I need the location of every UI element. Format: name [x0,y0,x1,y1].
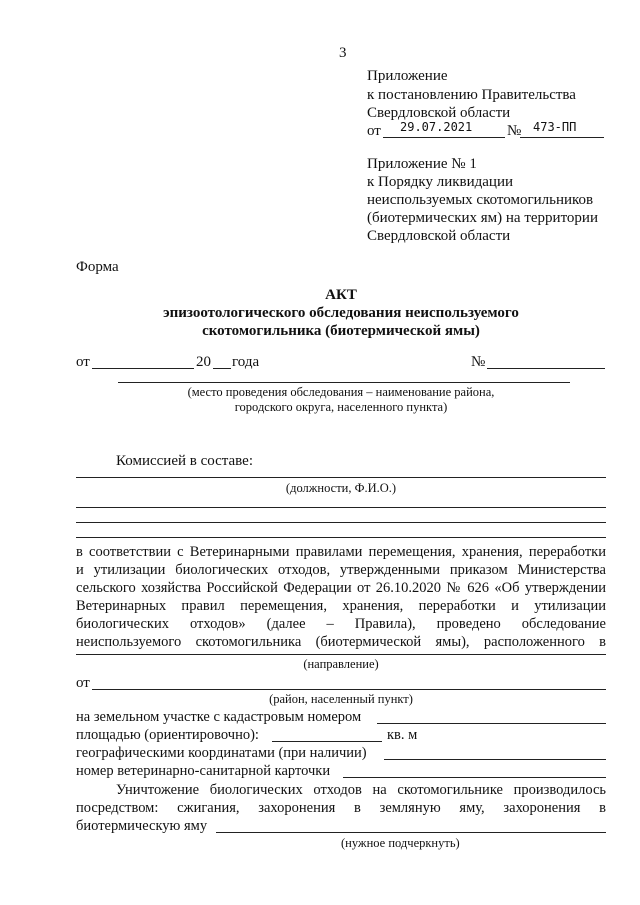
commission-blank-4 [76,537,606,538]
number-sign: № [471,354,486,370]
district-caption: (район, населенный пункт) [269,692,413,706]
underline-caption: (нужное подчеркнуть) [341,836,460,850]
number-underline [520,137,604,138]
year-blank [213,368,231,369]
disposal-blank [216,832,606,833]
day-month-blank [92,368,194,369]
vet-card-blank [343,777,606,778]
coordinates-label: географическими координатами (при наличии) [76,745,367,761]
body-line: биологических отходов» (далее – Правила), проведено обследование [76,616,606,632]
appendix-main-date-value: 29.07.2021 [400,120,473,134]
disposal-line: посредством: сжигания, захоронения в земляную яму, захоронения в [76,800,606,816]
appendix-1-line4: (биотермических ям) на территории [367,210,598,226]
coordinates-blank [384,759,606,760]
date-from-label: от [76,354,90,370]
place-caption-line1: (место проведения обследования – наименование района, [187,385,495,399]
commission-label: Комиссией в составе: [116,453,254,469]
number-blank [487,368,605,369]
appendix-1-line5: Свердловской области [367,228,511,244]
commission-blank-3 [76,522,606,523]
body-line: Ветеринарных правил перемещения, хранения, переработки и утилизации [76,598,606,614]
commission-blank-2 [76,507,606,508]
appendix-1-line3: неиспользуемых скотомогильников [367,192,594,208]
year-suffix: года [232,354,260,370]
place-caption-line2: городского округа, населенного пункта) [234,400,448,414]
appendix-main-line1: Приложение [367,68,448,84]
form-label: Форма [76,259,119,275]
body-line: сельского хозяйства Российской Федерации от 26.10.2020 № 626 «Об утверждении [76,580,606,596]
title-line2: эпизоотологического обследования неиспользуемого [163,305,519,321]
place-blank [118,382,570,383]
from-district-label: от [76,675,90,691]
appendix-main-number-value: 473-ПП [533,120,577,134]
area-label: площадью (ориентировочно): [76,727,259,743]
commission-blank-1 [76,477,606,478]
area-blank [272,741,382,742]
appendix-1-line2: к Порядку ликвидации [367,174,514,190]
appendix-1-line1: Приложение № 1 [367,156,477,172]
district-blank [92,689,606,690]
vet-card-label: номер ветеринарно-санитарной карточки [76,763,331,779]
title-line3: скотомогильника (биотермической ямы) [202,323,480,339]
cadastral-blank [377,723,606,724]
disposal-line: биотермическую яму [76,818,208,834]
area-unit: кв. м [387,727,418,743]
page-number: 3 [339,45,347,61]
body-line: и утилизации биологических отходов, утвержденными приказом Министерства [76,562,606,578]
year-prefix: 20 [196,354,211,370]
appendix-main-date-prefix: от [367,123,381,139]
direction-caption: (направление) [303,657,379,671]
disposal-line: Уничтожение биологических отходов на скотомогильнике производилось [116,782,606,798]
positions-caption: (должности, Ф.И.О.) [285,481,397,495]
cadastral-label: на земельном участке с кадастровым номером [76,709,362,725]
body-line: неиспользуемого скотомогильника (биотермической ямы), расположенного в [76,634,606,650]
appendix-main-line3: Свердловской области [367,105,511,121]
direction-blank [76,654,606,655]
appendix-main-number-prefix: № [507,123,522,139]
date-underline [383,137,505,138]
appendix-main-line2: к постановлению Правительства [367,87,576,103]
title-act: АКТ [325,287,357,303]
body-line: в соответствии с Ветеринарными правилами перемещения, хранения, переработки [76,544,606,560]
